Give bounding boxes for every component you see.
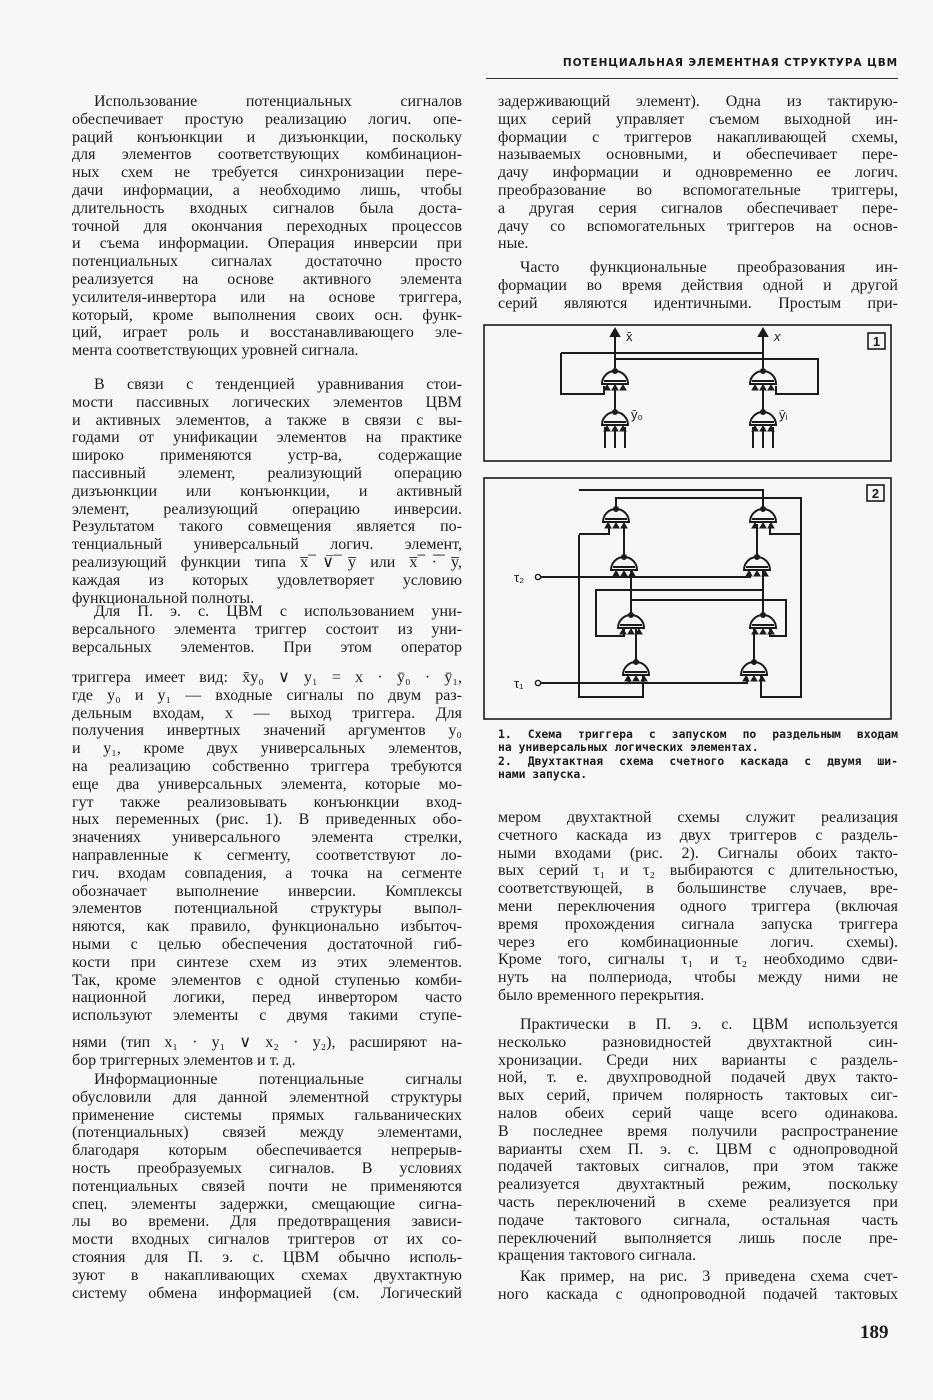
input-arrow-icon (768, 629, 774, 634)
text-line: ными входами (рис. 2). Сигналы обоих такто- (498, 844, 898, 862)
text-line: широко применяются устр-ва, содержащие (72, 447, 462, 465)
text-line: триггера имеет вид: x̄y₀ ∨ y₁ = x · ȳ₀ · ȳ₁, (72, 669, 462, 686)
logic-gate (611, 555, 637, 576)
text-line: Так, кроме элементов с одной ступенью комби- (72, 971, 462, 989)
text-line: годами от унификации элементов на практике (72, 429, 462, 447)
input-arrow-icon (754, 571, 760, 576)
text-line: значениях универсального элемента стрелки, (72, 829, 462, 847)
logic-gate (623, 660, 649, 681)
text-line: ность преобразуемых сигналов. В условиях (72, 1159, 462, 1177)
input-arrow-icon (752, 385, 758, 390)
text-line: было временного перекрытия. (498, 986, 705, 1004)
input-arrow-icon (621, 523, 627, 528)
text-line: называемых основными, и обеспечивает пере- (498, 146, 898, 164)
paragraph (498, 93, 898, 253)
text-line: няются, как правило, функционально избыточ- (72, 918, 462, 936)
text-line: время прохождения сигнала запуска триггера (498, 915, 898, 933)
text-line: варианты схем П. э. с. ЦВМ с однопроводной (498, 1140, 898, 1158)
text-line: счетного каскада из двух триггеров с раздель- (498, 826, 898, 844)
input-arrow-icon (620, 629, 626, 634)
input-arrow-icon (629, 571, 635, 576)
input-arrow-icon (613, 571, 619, 576)
logic-gate (750, 507, 776, 528)
input-arrow-icon (759, 676, 765, 681)
text-line: и активных элементов, а также в связи с вы- (72, 411, 462, 429)
text-line: получения инвертных значений аргументов y₀ (72, 722, 462, 740)
text-line: В связи с тенденцией уравнивания стои- (94, 376, 462, 393)
text-line: зуют в накапливающих схемах двухтактную (72, 1266, 462, 1284)
input-arrow-icon (628, 629, 634, 634)
text-line: Информационные потенциальные сигналы (94, 1071, 462, 1088)
text-line: функциональной полноты. (72, 589, 255, 607)
input-arrow-icon (760, 385, 766, 390)
text-line: потенциальных связей почти не применяются (72, 1177, 462, 1195)
text-line: мером двухтактной схемы служит реализация (498, 809, 898, 826)
text-line: ных переменных (рис. 1). В приведенных обо- (72, 811, 462, 829)
text-line: Как пример, на рис. 3 приведена схема счет- (520, 1268, 898, 1285)
text-line: мости входных сигналов триггеров от их со- (72, 1231, 462, 1249)
text-line: ной, т. е. двухпроводной подачей двух такто- (498, 1069, 898, 1087)
text-line: усилителя-инвертора или на основе триггера, (72, 288, 462, 306)
text-line: нуть на полпериода, чтобы между ними не (498, 969, 898, 987)
output-arrow-icon (611, 329, 619, 336)
paragraph (498, 259, 898, 312)
text-line: нями (тип x₁ · y₁ ∨ x₂ · y₂), расширяют на- (72, 1034, 462, 1051)
paragraph (72, 1071, 462, 1302)
text-line: серий являются идентичными. Простым при- (498, 294, 898, 312)
input-arrow-icon (605, 523, 611, 528)
text-line: преобразование во вспомогательные триггеры, (498, 181, 898, 199)
output-label: x (774, 329, 781, 344)
text-line: потенциальных сигналах достаточно просто (72, 253, 462, 271)
input-arrow-icon (751, 676, 757, 681)
text-line: щих серий управляет съемом выходной ин- (498, 110, 898, 128)
input-arrow-icon (641, 676, 647, 681)
text-line: Использование потенциальных сигналов (94, 93, 462, 110)
input-arrow-icon (633, 676, 639, 681)
logic-gate (602, 369, 628, 390)
paragraph (72, 1034, 462, 1070)
text-line: формации с триггеров накапливающей схемы, (498, 128, 898, 146)
text-line: стояния для П. э. с. ЦВМ обычно исполь- (72, 1248, 462, 1266)
running-header: ПОТЕНЦИАЛЬНАЯ ЭЛЕМЕНТНАЯ СТРУКТУРА ЦВМ (562, 57, 898, 69)
figure-1-trigger-schematic (484, 325, 891, 461)
text-line: гут также реализовывать конъюнкции вход- (72, 793, 462, 811)
logic-gate (750, 410, 776, 431)
text-line: несколько разновидностей двухтактной син- (498, 1033, 898, 1051)
input-yi-label: ȳᵢ (779, 407, 788, 422)
text-line: кращения тактового сигнала. (498, 1247, 697, 1265)
text-line: для элементов соответствующих комбинацион- (72, 146, 462, 164)
input-arrow-icon (760, 629, 766, 634)
text-line: пассивный элемент, реализующий операцию (72, 464, 462, 482)
text-line: (потенциальных) связей между элементами, (72, 1124, 462, 1142)
text-line: ные. (498, 235, 529, 253)
text-line: Часто функциональные преобразования ин- (520, 259, 898, 276)
paragraph (498, 1268, 898, 1304)
input-arrow-icon (612, 385, 618, 390)
text-line: подачей тактовых сигналов, при этом также (498, 1158, 898, 1176)
text-line: обозначает выполнение инверсии. Комплексы (72, 882, 462, 900)
text-line: точной для окончания переходных процессов (72, 217, 462, 235)
text-line: спец. элементы задержки, смещающие сигна- (72, 1195, 462, 1213)
input-arrow-icon (613, 523, 619, 528)
text-line: дачу информации и одновременно ее логич. (498, 164, 898, 182)
logic-gate (602, 410, 628, 431)
text-line: лы во времени. Для предотвращения зависи- (72, 1213, 462, 1231)
text-line: применение системы прямых гальванических (72, 1106, 462, 1124)
logic-gate (750, 613, 776, 634)
text-line: кости при синтезе схем из этих элементов. (72, 953, 462, 971)
text-line: обеспечивает простую реализацию логич. опе- (72, 110, 462, 128)
text-line: тенциальный универсальный логич. элемент, (72, 536, 462, 554)
input-arrow-icon (768, 523, 774, 528)
input-arrow-icon (743, 676, 749, 681)
input-arrow-icon (760, 426, 766, 431)
text-line: который, кроме выполнения своих осн. функ- (72, 306, 462, 324)
text-line: и y₁, кроме двух универсальных элементов, (72, 740, 462, 758)
text-line: направленные к сегменту, соответствуют ло- (72, 846, 462, 864)
text-line: а другая серия сигналов обеспечивает пере- (498, 199, 898, 217)
paragraph (72, 603, 462, 656)
text-line: ных схем не требуется синхронизации пере- (72, 164, 462, 182)
text-line: задерживающий элемент). Одна из тактирую- (498, 93, 898, 110)
text-line: реализуется двухтактный режим, поскольку (498, 1176, 898, 1194)
caption-line: на универсальных логических элементах. (498, 740, 759, 755)
text-line: длительность входных сигналов была доста- (72, 199, 462, 217)
text-line: мени переключения одного триггера (включая (498, 897, 898, 915)
text-line: элемент, реализующий операцию инверсии. (72, 500, 462, 518)
tau2-label: τ₂ (514, 570, 525, 585)
tau1-label: τ₁ (514, 676, 524, 691)
text-line: национной логики, перед инвертором часто (72, 989, 462, 1007)
figure-1-frame (484, 325, 891, 461)
text-line: обусловили для данной элементной структуры (72, 1088, 462, 1106)
text-line: переключений выполняется лишь после пре- (498, 1229, 898, 1247)
output-arrow-icon (759, 329, 767, 336)
text-line: версального элемента триггер состоит из уни- (72, 620, 462, 638)
text-line: подаче тактового сигнала, остальная часть (498, 1211, 898, 1229)
text-line: Практически в П. э. с. ЦВМ используется (520, 1016, 898, 1033)
text-line: используют элементы с двумя такими ступе- (72, 1007, 462, 1025)
logic-gate (744, 555, 770, 576)
figures-svg (480, 318, 905, 726)
tau1-terminal (535, 680, 540, 685)
text-line: В последнее время получили распространение (498, 1122, 898, 1140)
text-line: ными с целью обеспечения достаточной гиб- (72, 935, 462, 953)
text-line: мости пассивных логических элементов ЦВМ (72, 393, 462, 411)
caption-line: нами запуска. (498, 767, 588, 782)
text-line: где y₀ и y₁ — входные сигналы по двум раз- (72, 686, 462, 704)
input-arrow-icon (625, 676, 631, 681)
input-arrow-icon (620, 385, 626, 390)
text-line: бор триггерных элементов и т. д. (72, 1051, 296, 1069)
text-line: через его комбинационные логич. схемы). (498, 933, 898, 951)
output-inverted-label: x̄ (626, 329, 633, 344)
input-arrow-icon (746, 571, 752, 576)
figure-caption (498, 728, 898, 782)
text-line: соответствующей, в большинстве случаев, вре- (498, 880, 898, 898)
text-line: дизъюнкции или конъюнкции, и активный (72, 482, 462, 500)
text-line: систему обмена информацией (см. Логический (72, 1284, 462, 1302)
text-line: часть переключений в схеме реализуется при (498, 1193, 898, 1211)
logic-gate (618, 613, 644, 634)
paragraph (72, 669, 462, 1025)
input-arrow-icon (612, 426, 618, 431)
input-y0-label: ȳ₀ (631, 407, 643, 422)
text-line: гич. входам совпадения, а точка на сегменте (72, 864, 462, 882)
text-line: раций конъюнкции и дизъюнкции, поскольку (72, 128, 462, 146)
text-line: элементов потенциальной структуры выпол- (72, 900, 462, 918)
wires (561, 334, 818, 448)
text-line: хронизации. Среди них варианты с раздель- (498, 1051, 898, 1069)
paragraph (498, 809, 898, 1005)
text-line: и съема информации. Операция инверсии при (72, 235, 462, 253)
input-arrow-icon (621, 571, 627, 576)
text-line: вых серий τ₁ и τ₂ выбираются с длительностью, (498, 862, 898, 880)
text-line: налов обеих серий чаще всего одинакова. (498, 1104, 898, 1122)
text-line: благодаря которым обеспечивается непрерыв- (72, 1142, 462, 1160)
input-arrow-icon (752, 629, 758, 634)
figure-2-number: 2 (871, 486, 880, 501)
figure-1-number: 1 (872, 334, 881, 349)
text-line: ного каскада с однопроводной подачей тактовых (498, 1285, 898, 1303)
text-line: Для П. э. с. ЦВМ с использованием уни- (94, 603, 462, 620)
text-line: Кроме того, сигналы τ₁ и τ₂ необходимо сдви- (498, 951, 898, 969)
input-arrow-icon (760, 523, 766, 528)
text-line: Результатом такого совмещения является по- (72, 518, 462, 536)
text-line: версальных элементов. При этом оператор (72, 638, 462, 656)
logic-gate (741, 660, 767, 681)
figure-2-counter-schematic (484, 478, 891, 719)
text-line: на реализацию собственно триггера требуются (72, 757, 462, 775)
header-rule (486, 78, 898, 79)
text-line: дачи информации, а необходимо лишь, чтобы (72, 181, 462, 199)
text-line: реализующий функции типа x̅ ̅∨̅ ̅y̅ или x̅ ̅·̅ ̅y̅, (72, 553, 462, 571)
logic-gate (603, 507, 629, 528)
text-line: дельным входам, x — выход триггера. Для (72, 704, 462, 722)
tau2-terminal (535, 574, 540, 579)
logic-gate (750, 369, 776, 390)
text-line: формации во время действия одной и другой (498, 276, 898, 294)
caption-line: 1. Схема триггера с запуском по раздельным входам (498, 727, 898, 741)
paragraph (72, 376, 462, 607)
text-line: каждая из которых удовлетворяет условию (72, 571, 462, 589)
text-line: вых серий, причем полярность тактовых сиг- (498, 1087, 898, 1105)
paragraph (72, 93, 462, 360)
caption-line: 2. Двухтактная схема счетного каскада с двумя ши- (498, 753, 898, 768)
text-line: еще два универсальных элемента, которые мо- (72, 775, 462, 793)
text-line: ций, играет роль и восстанавливающего эле- (72, 324, 462, 342)
text-line: реализуется на основе активного элемента (72, 270, 462, 288)
page-number: 189 (860, 1322, 889, 1343)
text-line: мента соответствующих уровней сигнала. (72, 342, 359, 360)
text-line: дачу со вспомогательных триггеров на основ- (498, 217, 898, 235)
paragraph (498, 1016, 898, 1265)
input-arrow-icon (768, 385, 774, 390)
